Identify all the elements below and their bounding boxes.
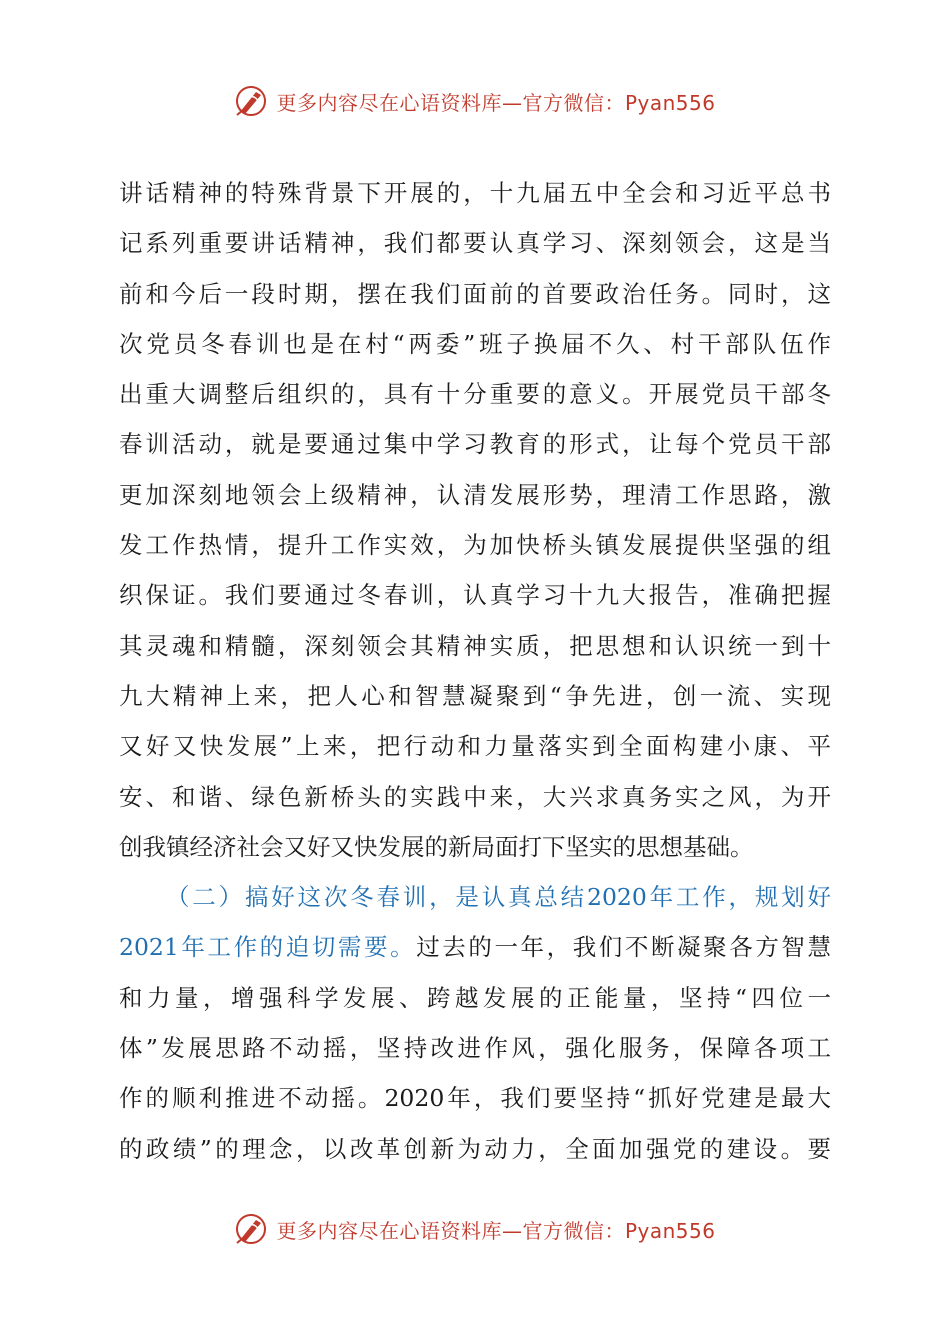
- text-line: 发工作热情，提升工作实效，为加快桥头镇发展提供坚强的组: [119, 531, 831, 560]
- footer-banner-text: 更多内容尽在心语资料库—官方微信：Pyan556: [276, 1218, 716, 1243]
- text-span: 过去的一年，我们不断凝聚各方智慧: [416, 933, 831, 962]
- document-body: [119, 168, 831, 1174]
- text-line: 九大精神上来，把人心和智慧凝聚到“争先进，创一流、实现: [119, 681, 831, 710]
- text-line: 体”发展思路不动摇，坚持改进作风，强化服务，保障各项工: [119, 1034, 831, 1063]
- section-heading-line: [119, 872, 831, 922]
- header-banner: [0, 76, 950, 126]
- text-line: 前和今后一段时期，摆在我们面前的首要政治任务。同时，这: [119, 279, 831, 308]
- pen-quill-logo-icon: [234, 84, 268, 118]
- text-line: 次党员冬春训也是在村“两委”班子换届不久、村干部队伍作: [119, 329, 831, 358]
- text-line: 记系列重要讲话精神，我们都要认真学习、深刻领会，这是当: [119, 229, 831, 258]
- text-line: 出重大调整后组织的，具有十分重要的意义。开展党员干部冬: [119, 380, 831, 409]
- text-line: 安、和谐、绿色新桥头的实践中来，大兴求真务实之风，为开: [119, 782, 831, 811]
- text-line: 织保证。我们要通过冬春训，认真学习十九大报告，准确把握: [119, 581, 831, 610]
- text-line: 更加深刻地领会上级精神，认清发展形势，理清工作思路，激: [119, 480, 831, 509]
- header-banner-text: 更多内容尽在心语资料库—官方微信：Pyan556: [276, 90, 716, 115]
- text-line: [119, 922, 831, 972]
- section-heading: （二）搞好这次冬春训，是认真总结2020年工作，规划好: [166, 883, 831, 912]
- footer-banner: [0, 1204, 950, 1254]
- text-line: 又好又快发展”上来，把行动和力量落实到全面构建小康、平: [119, 732, 831, 761]
- pen-quill-logo-icon: [234, 1212, 268, 1246]
- text-line: 的政绩”的理念，以改革创新为动力，全面加强党的建设。要: [119, 1134, 831, 1163]
- text-line: 春训活动，就是要通过集中学习教育的形式，让每个党员干部: [119, 430, 831, 459]
- text-line: 和力量，增强科学发展、跨越发展的正能量，坚持“四位一: [119, 983, 831, 1012]
- text-line: 讲话精神的特殊背景下开展的，十九届五中全会和习近平总书: [119, 179, 831, 207]
- text-line: 作的顺利推进不动摇。2020年，我们要坚持“抓好党建是最大: [119, 1084, 831, 1113]
- section-heading-continued: 2021年工作的迫切需要。: [119, 933, 417, 962]
- text-line: 其灵魂和精髓，深刻领会其精神实质，把思想和认识统一到十: [119, 631, 831, 660]
- text-line: 创我镇经济社会又好又快发展的新局面打下坚实的思想基础。: [119, 832, 754, 861]
